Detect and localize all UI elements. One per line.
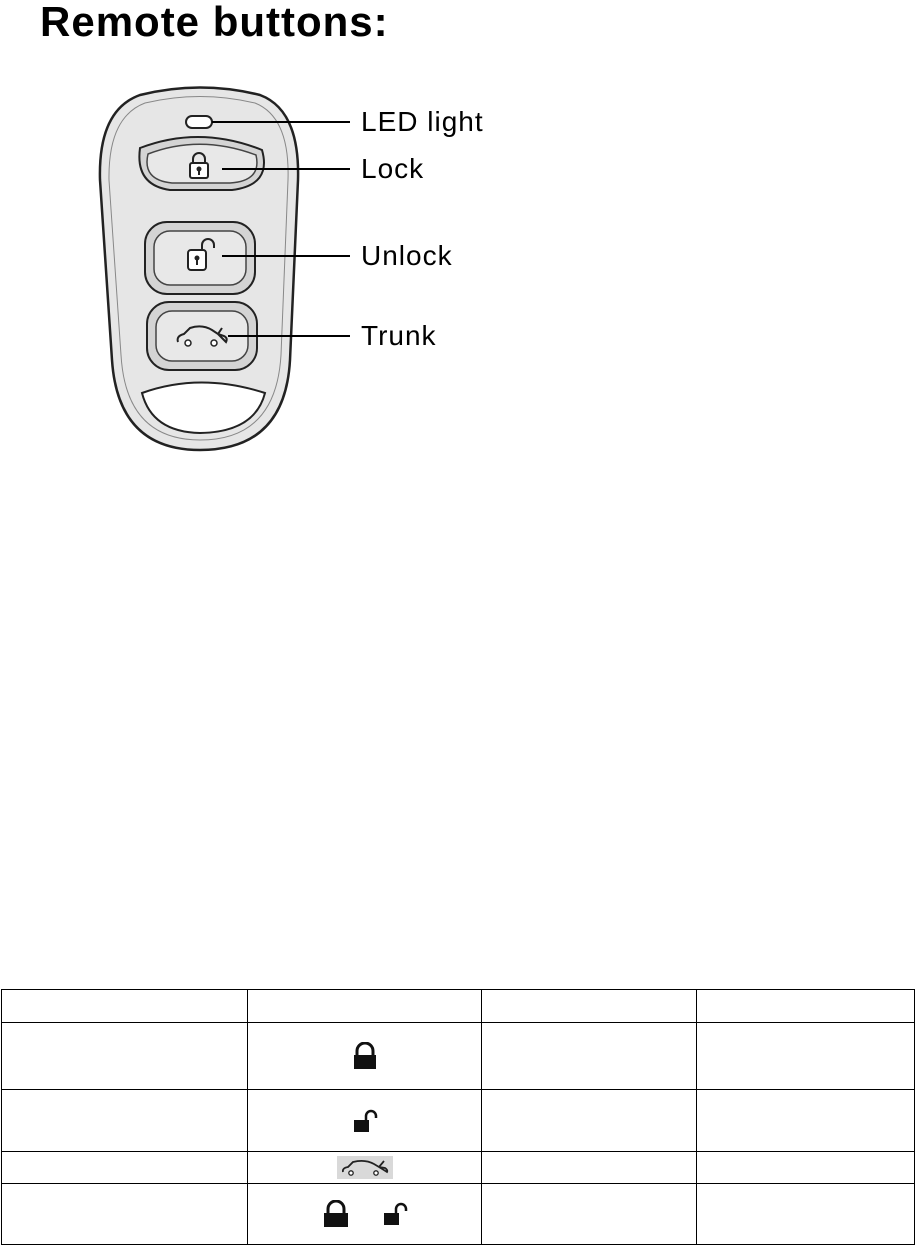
table-cell (2, 1184, 248, 1245)
unlock-button (145, 222, 255, 294)
padlock-open-icon (382, 1202, 408, 1226)
table-cell (2, 1023, 248, 1090)
table-cell (482, 1184, 697, 1245)
table-cell (248, 990, 482, 1023)
table-icon-cell (248, 1090, 482, 1152)
car-trunk-icon-frame (337, 1156, 393, 1178)
table-icon-cell (248, 1023, 482, 1090)
page-title: Remote buttons: (40, 0, 389, 45)
table-icon-cell (248, 1184, 482, 1245)
table-row (2, 1023, 915, 1090)
table-cell (482, 1023, 697, 1090)
table-row (2, 1090, 915, 1152)
button-function-table (1, 989, 915, 1245)
remote-diagram (0, 0, 915, 470)
table-cell (2, 990, 248, 1023)
table-cell (697, 1090, 915, 1152)
table-icon-cell (248, 1152, 482, 1184)
padlock-open-icon (352, 1109, 378, 1133)
table-cell (2, 1152, 248, 1184)
table-row (2, 990, 915, 1023)
table-cell (697, 990, 915, 1023)
led-light-label: LED light (361, 106, 484, 137)
table-cell (482, 990, 697, 1023)
lock-button (139, 137, 264, 190)
table-row (2, 1152, 915, 1184)
table-row (2, 1184, 915, 1245)
unlock-label: Unlock (361, 240, 453, 271)
led-indicator-icon (186, 116, 212, 128)
table-cell (2, 1090, 248, 1152)
padlock-closed-icon (321, 1200, 351, 1228)
table-cell (697, 1152, 915, 1184)
trunk-label: Trunk (361, 320, 437, 351)
table-cell (697, 1184, 915, 1245)
table-cell (697, 1023, 915, 1090)
lock-label: Lock (361, 153, 425, 184)
car-trunk-icon (341, 1158, 389, 1176)
table-cell (482, 1152, 697, 1184)
table-cell (482, 1090, 697, 1152)
padlock-closed-icon (351, 1042, 379, 1070)
